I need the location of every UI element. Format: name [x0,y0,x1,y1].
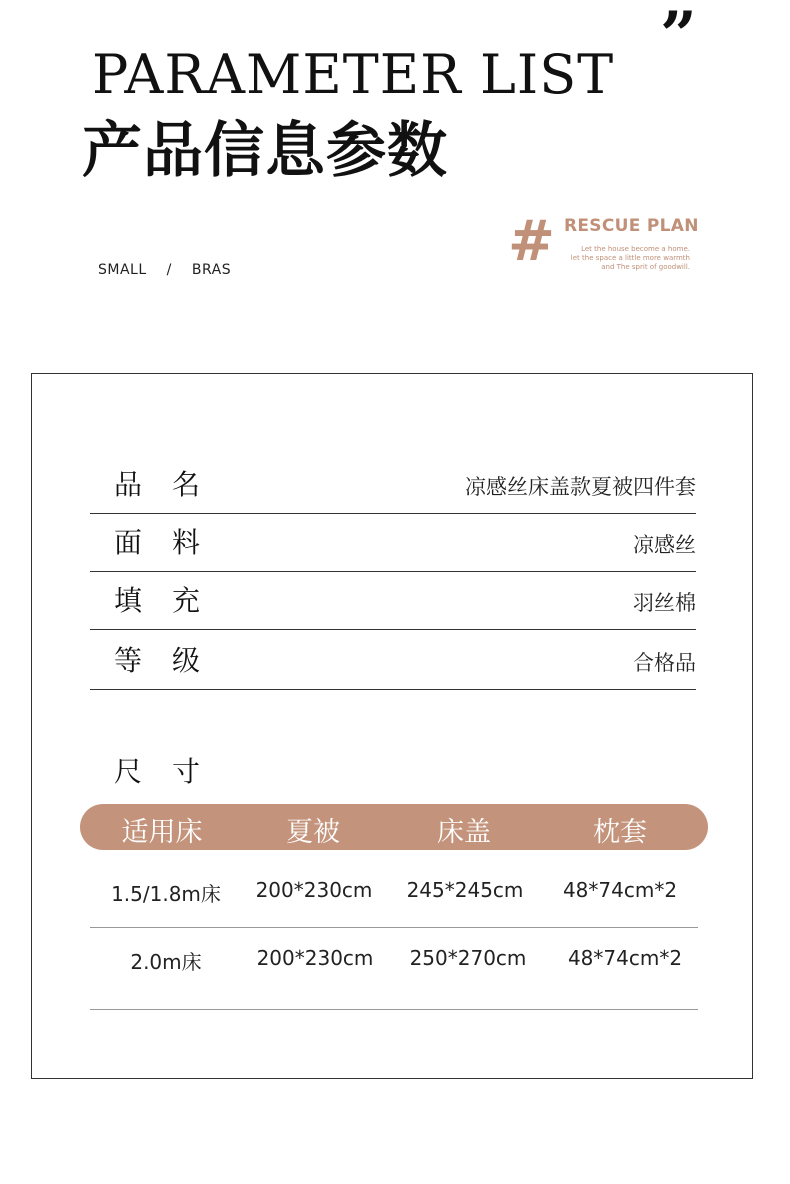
size-header-cell: 枕套 [593,817,647,848]
page-title-en: PARAMETER LIST [92,43,615,106]
info-label: 品名 [114,468,231,501]
badge-line: and The sprit of goodwill. [601,263,690,271]
parameter-card [31,373,753,1079]
tagline [98,262,231,278]
size-cell: 200*230cm [256,946,374,970]
info-value: 合格品 [633,651,696,675]
info-label: 填充 [114,584,231,617]
info-value: 凉感丝 [633,533,696,557]
size-table-header [80,804,708,850]
size-cell: 1.5/1.8m床 [111,882,221,906]
size-cell: 48*74cm*2 [567,946,683,970]
table-row [90,928,698,1010]
badge-line: Let the house become a home. [581,245,690,253]
quote-mark-icon: ” [660,0,697,73]
size-cell: 250*270cm [409,946,527,970]
tag-right: BRAS [191,262,232,278]
badge-title: RESCUE PLAN [564,216,699,236]
info-value: 羽丝棉 [633,591,696,615]
info-row-filling [90,572,696,630]
info-row-name [90,456,696,514]
info-label: 面料 [114,526,231,559]
size-section-title: 尺寸 [114,755,231,788]
info-label: 等级 [114,644,231,677]
size-header-cell: 夏被 [286,817,340,848]
tag-separator: / [166,262,172,278]
tag-left: SMALL [98,262,147,278]
size-header-cell: 适用床 [121,817,203,848]
info-value: 凉感丝床盖款夏被四件套 [465,475,696,499]
size-cell: 48*74cm*2 [562,878,678,902]
info-row-fabric [90,514,696,572]
table-row [90,862,698,928]
size-cell: 245*245cm [406,878,524,902]
size-cell: 2.0m床 [130,950,202,974]
badge-line: let the space a little more warmth [570,254,690,262]
hash-icon: # [508,209,555,274]
info-row-grade [90,632,696,690]
size-cell: 200*230cm [255,878,373,902]
rescue-plan-badge [508,209,708,274]
page-title-cn: 产品信息参数 [82,116,448,186]
size-header-cell: 床盖 [437,817,491,848]
